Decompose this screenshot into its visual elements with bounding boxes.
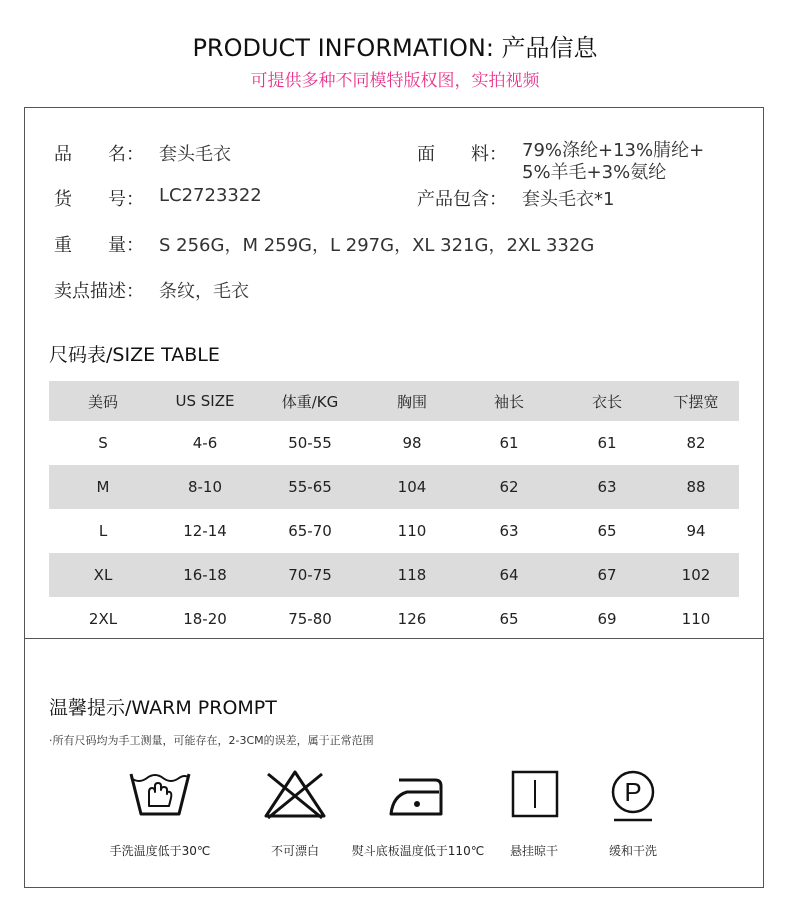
table-cell: 118 bbox=[367, 553, 457, 597]
sku-value: LC2723322 bbox=[159, 185, 262, 206]
care-label: 手洗温度低于30℃ bbox=[109, 844, 211, 858]
table-cell: 65-70 bbox=[288, 522, 332, 540]
header-cell: 美码 bbox=[49, 381, 157, 421]
care-label: 缓和干洗 bbox=[608, 844, 657, 858]
table-cell: 82 bbox=[686, 434, 706, 452]
no-bleach-icon bbox=[262, 768, 328, 820]
table-cell: 61 bbox=[597, 434, 617, 452]
table-cell: 64 bbox=[457, 553, 561, 597]
header-cell: US SIZE bbox=[157, 381, 253, 421]
weight-label: 重 量： bbox=[54, 235, 144, 256]
table-cell: 67 bbox=[561, 553, 653, 597]
table-cell: 126 bbox=[397, 610, 427, 628]
table-cell: 65 bbox=[597, 522, 617, 540]
care-item-hand-wash bbox=[85, 768, 235, 858]
table-cell: 104 bbox=[367, 465, 457, 509]
table-cell: M bbox=[49, 465, 157, 509]
table-cell: 55-65 bbox=[253, 465, 367, 509]
table-row bbox=[49, 465, 739, 509]
table-row bbox=[49, 509, 739, 553]
table-cell: 63 bbox=[499, 522, 519, 540]
table-cell: 62 bbox=[457, 465, 561, 509]
iron-icon bbox=[385, 768, 451, 820]
care-label: 悬挂晾干 bbox=[509, 844, 558, 858]
table-cell: 110 bbox=[397, 522, 427, 540]
size-table bbox=[49, 381, 739, 641]
table-cell: 50-55 bbox=[288, 434, 332, 452]
dry-clean-icon bbox=[600, 768, 666, 824]
table-cell: 102 bbox=[653, 553, 739, 597]
measurement-note: ·所有尺码均为手工测量，可能存在，2-3CM的误差，属于正常范围 bbox=[49, 734, 374, 747]
table-cell: 63 bbox=[561, 465, 653, 509]
prompt-title: 温馨提示/WARM PROMPT bbox=[49, 697, 277, 719]
info-frame bbox=[24, 107, 764, 888]
header-cell: 胸围 bbox=[367, 381, 457, 421]
table-cell: 94 bbox=[686, 522, 706, 540]
table-cell: 8-10 bbox=[157, 465, 253, 509]
page-title: PRODUCT INFORMATION: 产品信息 bbox=[192, 34, 598, 62]
sku-label: 货 号： bbox=[54, 189, 144, 210]
page-subtitle: 可提供多种不同模特版权图，实拍视频 bbox=[250, 71, 540, 91]
table-cell: 16-18 bbox=[157, 553, 253, 597]
contents-value: 套头毛衣*1 bbox=[522, 189, 615, 210]
care-label: 熨斗底板温度低于110℃ bbox=[351, 844, 485, 858]
name-label: 品 名： bbox=[54, 144, 144, 165]
table-cell: 12-14 bbox=[183, 522, 227, 540]
name-value: 套头毛衣 bbox=[159, 144, 231, 165]
table-row bbox=[49, 553, 739, 597]
care-label: 不可漂白 bbox=[270, 844, 319, 858]
material-label: 面 料： bbox=[417, 144, 507, 165]
selling-value: 条纹，毛衣 bbox=[159, 281, 249, 302]
table-cell: 65 bbox=[499, 610, 519, 628]
table-cell: 75-80 bbox=[288, 610, 332, 628]
header-cell: 下摆宽 bbox=[653, 381, 739, 421]
table-row bbox=[49, 421, 739, 465]
header-cell: 衣长 bbox=[561, 381, 653, 421]
header-cell: 体重/KG bbox=[253, 381, 367, 421]
table-cell: S bbox=[98, 434, 108, 452]
table-cell: L bbox=[98, 522, 108, 540]
contents-label: 产品包含： bbox=[417, 189, 507, 210]
table-cell: 18-20 bbox=[183, 610, 227, 628]
selling-label: 卖点描述： bbox=[54, 281, 144, 302]
table-cell: 98 bbox=[402, 434, 422, 452]
material-line-1: 79%涤纶+13%腈纶+ bbox=[522, 140, 705, 161]
table-cell: XL bbox=[49, 553, 157, 597]
size-table-header-row bbox=[49, 381, 739, 421]
material-value bbox=[522, 140, 704, 184]
table-cell: 61 bbox=[499, 434, 519, 452]
header-cell: 袖长 bbox=[457, 381, 561, 421]
weight-value: S 256G，M 259G，L 297G，XL 321G，2XL 332G bbox=[159, 235, 595, 256]
section-divider bbox=[25, 638, 763, 639]
table-cell: 110 bbox=[681, 610, 711, 628]
table-cell: 69 bbox=[597, 610, 617, 628]
table-cell: 88 bbox=[653, 465, 739, 509]
table-cell: 70-75 bbox=[253, 553, 367, 597]
table-cell: 2XL bbox=[88, 610, 118, 628]
hand-wash-icon bbox=[127, 768, 193, 820]
dry-clean-letter: P bbox=[624, 777, 642, 807]
table-row bbox=[49, 597, 739, 641]
care-item-dry-clean bbox=[558, 768, 708, 858]
table-cell: 4-6 bbox=[192, 434, 218, 452]
size-table-title: 尺码表/SIZE TABLE bbox=[49, 344, 220, 366]
material-line-2: 5%羊毛+3%氨纶 bbox=[522, 162, 667, 183]
